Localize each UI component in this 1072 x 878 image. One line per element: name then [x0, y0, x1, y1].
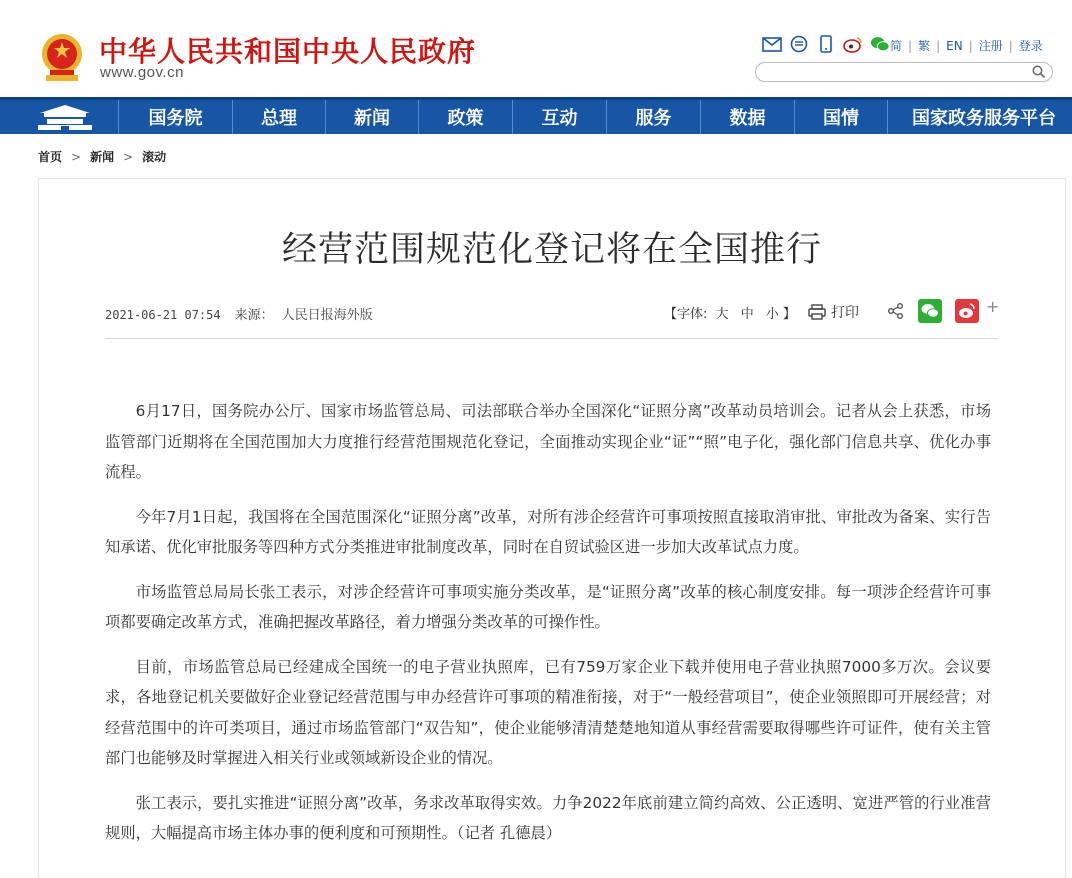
share-icon[interactable] — [887, 302, 905, 320]
mobile-icon[interactable] — [816, 35, 836, 53]
breadcrumb — [38, 148, 166, 165]
article-meta — [105, 304, 373, 323]
font-size-bracket: 】 — [782, 307, 796, 322]
article-paragraph: 目前，市场监管总局已经建成全国统一的电子营业执照库，已有759万家企业下载并使用电子营业执照7000多万次。会议要求，各地登记机关要做好企业登记经营范围与申办经营许可事项的精准衔接，对于“一般经营项目”，使企业领照即可开展经营；对经营范围中的许可类项目，通过市场监管部门“双告知”，使企业能够清清楚楚地知道从事经营需要取得哪些许可证件，使有关主管部门也能够及时掌握进入相关行业或领域新设企业的情况。 — [105, 657, 991, 767]
nav-item-policy[interactable]: 政策 — [418, 100, 512, 134]
site-domain: www.gov.cn — [100, 64, 184, 81]
font-size-large-button[interactable]: 大 — [715, 307, 729, 322]
lang-english-link[interactable]: EN — [946, 38, 963, 53]
link-separator: | — [968, 38, 973, 53]
lang-traditional-link[interactable]: 繁 — [918, 39, 931, 53]
weibo-icon[interactable] — [843, 35, 863, 53]
weibo-share-icon[interactable] — [955, 299, 979, 323]
email-icon[interactable] — [762, 35, 782, 53]
rss-icon[interactable] — [789, 35, 809, 53]
print-icon — [808, 304, 826, 320]
lang-simplified-link[interactable]: 简 — [890, 39, 903, 53]
font-size-small-button[interactable]: 小 — [765, 307, 779, 322]
article-body — [105, 396, 991, 863]
meta-divider — [105, 338, 998, 339]
nav-item-state-council[interactable]: 国务院 — [118, 100, 232, 134]
nav-items — [118, 100, 1072, 134]
register-link[interactable]: 注册 — [978, 39, 1003, 53]
article-date: 2021-06-21 07:54 — [105, 308, 221, 322]
chevron-right-icon: > — [123, 149, 134, 164]
article-title: 经营范围规范化登记将在全国推行 — [281, 230, 822, 270]
search-box — [755, 62, 1053, 82]
article-paragraph: 张工表示，要扎实推进“证照分离”改革，务求改革取得实效。力争2022年底前建立简约高效、公正透明、宽进严管的行业准营规则，大幅提高市场主体办事的便利度和可预期性。（记者 孔德晨） — [105, 793, 991, 842]
search-icon[interactable] — [1032, 65, 1046, 79]
breadcrumb-rolling[interactable]: 滚动 — [142, 150, 167, 164]
breadcrumb-news[interactable]: 新闻 — [90, 150, 115, 164]
site-name[interactable]: 中华人民共和国中央人民政府 — [99, 35, 477, 68]
nav-item-data[interactable]: 数据 — [700, 100, 794, 134]
top-icon-bar — [762, 35, 890, 53]
wechat-icon[interactable] — [870, 35, 890, 53]
search-input[interactable] — [766, 64, 1030, 84]
nav-item-gov-service-platform[interactable]: 国家政务服务平台 — [887, 100, 1072, 134]
national-emblem-icon[interactable] — [38, 32, 86, 84]
nav-item-premier[interactable]: 总理 — [232, 100, 325, 134]
nav-item-news[interactable]: 新闻 — [325, 100, 418, 134]
article-paragraph: 今年7月1日起，我国将在全国范围深化“证照分离”改革，对所有涉企经营许可事项按照直接取消审批、审批改为备案、实行告知承诺、优化审批服务等四种方式分类推进审批制度改革，同时在自贸试验区进一步加大改革试点力度。 — [105, 507, 991, 556]
chevron-right-icon: > — [71, 149, 82, 164]
nav-item-services[interactable]: 服务 — [606, 100, 700, 134]
top-links — [890, 37, 1043, 54]
article-source[interactable]: 人民日报海外版 — [281, 308, 373, 323]
login-link[interactable]: 登录 — [1018, 39, 1043, 53]
article-paragraph: 6月17日，国务院办公厅、国家市场监管总局、司法部联合举办全国深化“证照分离”改革动员培训会。记者从会上获悉，市场监管部门近期将在全国范围加大力度推行经营范围规范化登记，全面推动实现企业“证”“照”电子化，强化部门信息共享、优化办事流程。 — [105, 402, 991, 481]
wechat-share-icon[interactable] — [918, 299, 942, 323]
nav-item-interaction[interactable]: 互动 — [512, 100, 606, 134]
font-size-label: 【字体: — [664, 307, 708, 322]
link-separator: | — [908, 38, 913, 53]
print-label: 打印 — [831, 305, 859, 321]
link-separator: | — [1008, 38, 1013, 53]
source-label: 来源： — [234, 308, 274, 323]
nav-item-national-info[interactable]: 国情 — [794, 100, 887, 134]
link-separator: | — [936, 38, 941, 53]
site-header — [0, 0, 1072, 97]
font-size-medium-button[interactable]: 中 — [740, 307, 754, 322]
article-paragraph: 市场监管总局局长张工表示，对涉企经营许可事项实施分类改革，是“证照分离”改革的核心制度安排。每一项涉企经营许可事项都要确定改革方式，准确把握改革路径，着力增强分类改革的可操作性。 — [105, 582, 991, 631]
breadcrumb-home[interactable]: 首页 — [38, 150, 63, 164]
font-size-control — [664, 303, 796, 322]
tiananmen-icon[interactable] — [34, 102, 96, 132]
print-button[interactable] — [808, 302, 859, 322]
plus-icon[interactable]: + — [986, 297, 1000, 316]
main-nav — [0, 97, 1072, 134]
